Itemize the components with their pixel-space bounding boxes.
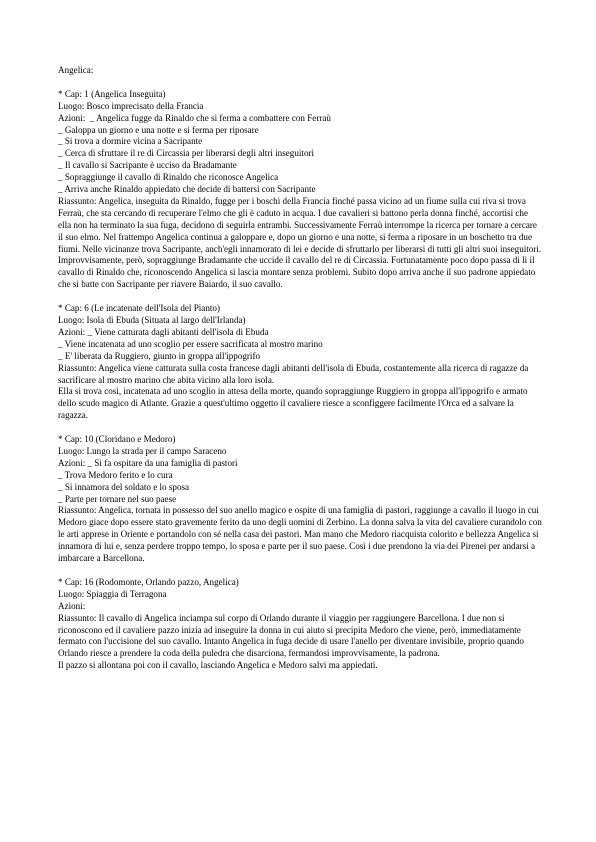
chapter-action: _ Galoppa un giorno e una notte e si ferma per riposare bbox=[58, 124, 259, 135]
chapter-summary-continued: Il pazzo si allontana poi con il cavallo, lasciando Angelica e Medoro salvi ma appiedati. bbox=[58, 660, 378, 671]
document-page bbox=[58, 65, 542, 672]
chapter-6 bbox=[58, 303, 542, 422]
chapter-summary: Riassunto: Angelica, tornata in possesso del suo anello magico e ospite di una famiglia di pastori, raggiunge a cavallo il luogo in cui Medoro giace dopo essere stato gravemente ferito da uno degli uomini di Zerbino. La donna salva la vita del cavaliere curandolo con le arti apprese in Oriente e portandolo con sé nella casa dei pastori. Man mano che Medoro riacquista colorito e bellezza Angelica si innamora di lui e, senza perdere troppo tempo, lo sposa e parte per il suo paese. Così i due prendono la via dei Pirenei per andarsi a imbarcare a Barcellona. bbox=[58, 505, 542, 564]
spacer bbox=[58, 565, 542, 577]
chapter-action: Azioni: bbox=[58, 600, 86, 611]
spacer bbox=[58, 291, 542, 303]
chapter-action: _ Arriva anche Rinaldo appiedato che decide di battersi con Sacripante bbox=[58, 184, 316, 195]
chapter-action: _ Sopraggiunge il cavallo di Rinaldo che riconosce Angelica bbox=[58, 172, 279, 183]
chapter-summary: Riassunto: Angelica viene catturata sulla costa francese dagli abitanti dell'isola di Ebuda, costantemente alla ricerca di ragazze da sacrificare al mostro marino che abita vicino alla loro isola. bbox=[58, 362, 529, 385]
spacer bbox=[58, 422, 542, 434]
chapter-location: Luogo: Lungo la strada per il campo Saraceno bbox=[58, 445, 227, 456]
chapter-action: _ Il cavallo si Sacripante è ucciso da Bradamante bbox=[58, 160, 237, 171]
chapter-action: Azioni: _ Angelica fugge da Rinaldo che si ferma a combattere con Ferraù bbox=[58, 112, 331, 123]
chapter-1 bbox=[58, 89, 542, 291]
chapter-action: _ Viene incatenata ad uno scoglio per essere sacrificata al mostro marino bbox=[58, 338, 323, 349]
chapter-location: Luogo: Bosco imprecisato della Francia bbox=[58, 100, 204, 111]
spacer bbox=[58, 77, 542, 89]
chapter-10 bbox=[58, 434, 542, 565]
chapter-action: Azioni: _ Si fa ospitare da una famiglia di pastori bbox=[58, 457, 238, 468]
document-heading: Angelica: bbox=[58, 65, 94, 75]
chapter-action: _ Cerca di sfruttare il re di Circassia per liberarsi degli altri inseguitori bbox=[58, 148, 315, 159]
chapter-summary: Riassunto: Angelica, inseguita da Rinaldo, fugge per i boschi della Francia finché passa vicino ad un fiume sulla cui riva si trova Ferraù, che sta cercando di recuperare l'elmo che gli è caduto in acqua. I due cavalieri si battono perla donna finché, accortisi che ella non ha terminato la sua fuga, decidono di seguirla entrambi. Successivamente Ferraù interrompe la ricerca per tornare a cercare il suo elmo. Nel frattempo Angelica continua a galoppare e, dopo un giorno e una notte, si ferma a riposare in un boschetto tra due fiumi. Nelle vicinanze trova Sacripante, anch'egli innamorato di lei e decide di sfruttarlo per liberarsi di tutti gli altri suoi inseguitori. Improvvisamente, però, sopraggiunge Bradamante che uccide il cavallo del re di Circassia. Fortunatamente poco dopo passa di lì il cavallo di Rinaldo che, riconoscendo Angelica si lascia montare senza problemi. Subito dopo arriva anche il suo padrone appiedato che si batte con Sacripante per riavere Baiardo, il suo cavallo. bbox=[58, 195, 542, 290]
chapter-action: _ Trova Medoro ferito e lo cura bbox=[58, 469, 173, 480]
chapter-summary: Riassunto: Il cavallo di Angelica inciampa sul corpo di Orlando durante il viaggio per raggiungere Barcellona. I due non si riconoscono ed il cavaliere pazzo inizia ad inseguire la donna in cui aiuto si precipita Medoro che viene, però, immediatamente fermato con l'uccisione del suo cavallo. Intanto Angelica in fuga decide di usare l'anello per diventare invisibile, proprio quando Orlando riesce a prendere la coda della puledra che disarciona, fermandosi improvvisamente, la padrona. bbox=[58, 612, 524, 659]
chapter-title: * Cap: 16 (Rodomonte, Orlando pazzo, Angelica) bbox=[58, 576, 239, 587]
chapter-action: _ Parte per tornare nel suo paese bbox=[58, 493, 177, 504]
chapter-title: * Cap: 10 (Cloridano e Medoro) bbox=[58, 434, 176, 445]
chapter-title: * Cap: 6 (Le incatenate dell'Isola del Pianto) bbox=[58, 303, 220, 314]
chapter-16 bbox=[58, 577, 542, 672]
chapter-summary-continued: Ella si trova così, incatenata ad uno scoglio in attesa della morte, quando sopraggiunge Ruggiero in groppa all'ippogrifo e armato dello scudo magico di Atlante. Grazie a quest'ultimo oggetto il cavaliere riesce a sconfiggere facilmente l'Orca ed a salvare la ragazza. bbox=[58, 386, 528, 421]
chapter-title: * Cap: 1 (Angelica Inseguita) bbox=[58, 88, 166, 99]
chapter-action: _ E' liberata da Ruggiero, giunto in groppa all'ippogrifo bbox=[58, 350, 261, 361]
chapter-location: Luogo: Isola di Ebuda (Situata al largo dell'Irlanda) bbox=[58, 315, 246, 325]
chapter-action: Azioni: _ Viene catturata dagli abitanti dell'isola di Ebuda bbox=[58, 326, 269, 337]
chapter-action: _ Si trova a dormire vicina a Sacripante bbox=[58, 136, 203, 147]
chapter-action: _ Si innamora del soldato e lo sposa bbox=[58, 481, 190, 492]
chapter-location: Luogo: Spiaggia di Terragona bbox=[58, 588, 167, 599]
